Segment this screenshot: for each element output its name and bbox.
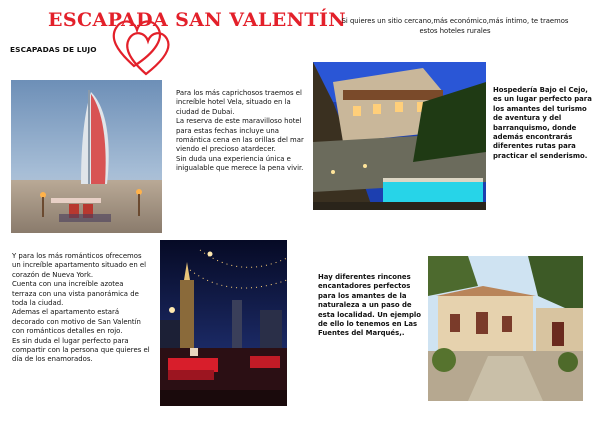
new-york-rooftop-photo bbox=[160, 240, 287, 406]
intro-text: Si quieres un sitio cercano,más económico,más íntimo, te traemos estos hoteles rurales bbox=[341, 17, 569, 35]
dubai-description: Para los más caprichosos traemos el increíble hotel Vela, situado en la ciudad de Dubai. La reserva de este maravilloso hotel para estas fechas incluye una romántica cena en las orillas del mar viendo el precioso atardecer. Sin duda una experiencia única e inigualable que merece la pena vivir. bbox=[176, 89, 304, 173]
burj-al-arab-photo bbox=[11, 80, 162, 233]
new-york-description: Y para los más románticos ofrecemos un increíble apartamento situado en el corazón de Nueva York. Cuenta con una increíble azotea terraza con una vista panorámica de toda la ciudad. Ademas el apartamento estará decorado con motivo de San Valentín con románticos detalles en rojo. Es sin duda el lugar perfecto para compartir con la persona que quieres el día de los enamorados. bbox=[12, 252, 150, 364]
bajo-el-cejo-description: Hospedería Bajo el Cejo, es un lugar perfecto para los amantes del turismo de aventura y del barranquismo, donde además encontrarás diferentes rutas para practicar el senderismo. bbox=[493, 86, 592, 160]
fuentes-del-marques-description: Hay diferentes rincones encantadores perfectos para los amantes de la naturaleza a un paso de esta localidad. Un ejemplo de ello lo tenemos en Las Fuentes del Marqués,. bbox=[318, 273, 422, 338]
rural-hotel-pool-photo bbox=[313, 62, 486, 210]
village-courtyard-photo bbox=[428, 256, 583, 401]
page-title: ESCAPADA SAN VALENTÍN bbox=[48, 9, 347, 31]
subtitle: ESCAPADAS DE LUJO bbox=[10, 45, 97, 54]
